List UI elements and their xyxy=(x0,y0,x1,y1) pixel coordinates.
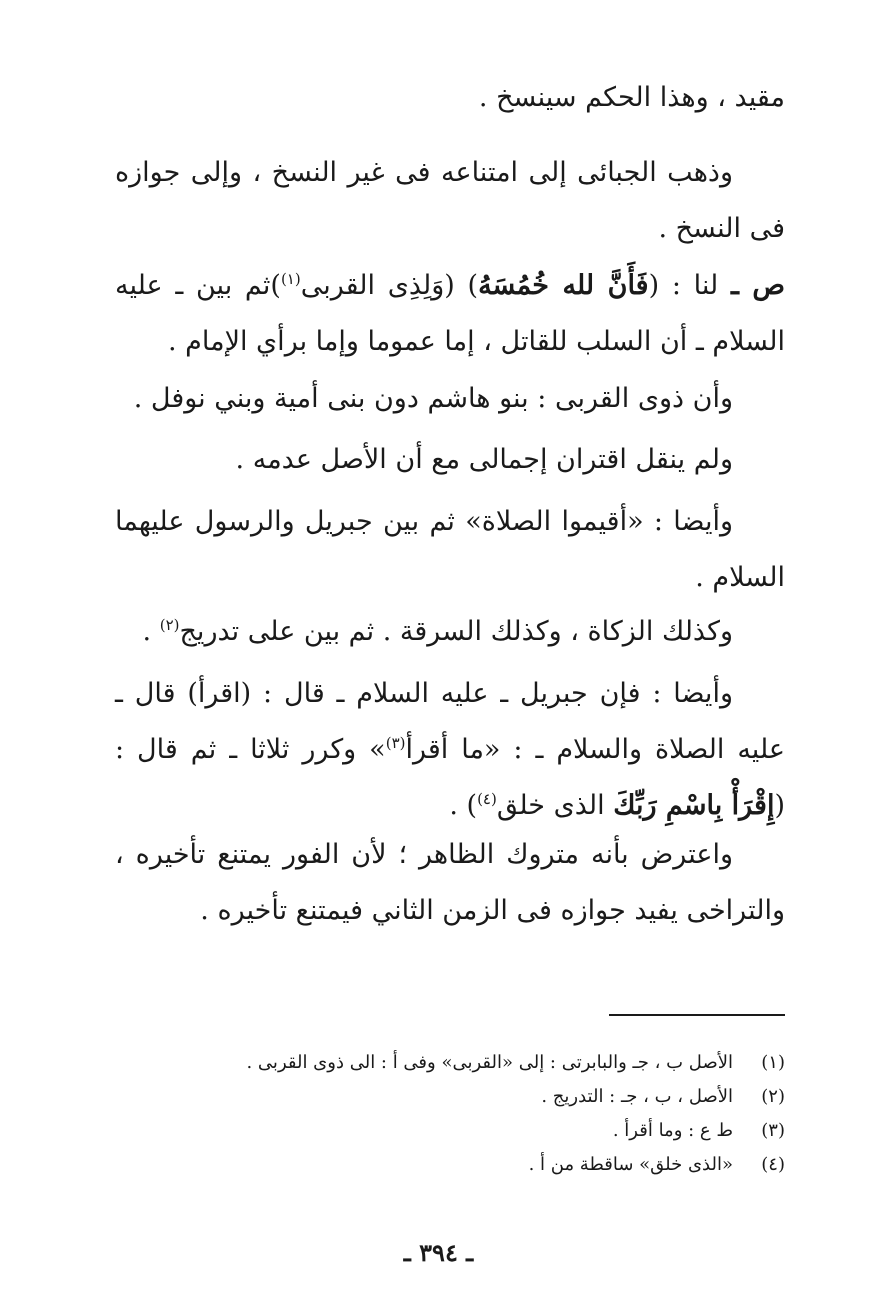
p3-text-c: )ثم بين ـ عليه السلام ـ أن السلب للقاتل ، إما عموما وإما برأي الإمام . xyxy=(115,270,785,357)
footnote-text: الأصل ب ، جـ والبابرتى : إلى «القربى» وفى أ : الى ذوى القربى . xyxy=(246,1052,733,1073)
paragraph-3 xyxy=(115,258,785,370)
sad-marker: ص ـ xyxy=(730,270,786,301)
quran-verse: فَأَنَّ لله خُمُسَهُ xyxy=(478,270,649,301)
footnote-ref-3: (٣) xyxy=(385,734,406,752)
page-number: ـ ٣٩٤ ـ xyxy=(403,1238,474,1267)
p7-text-b: . xyxy=(142,616,160,647)
paragraph-9: واعترض بأنه متروك الظاهر ؛ لأن الفور يمتنع تأخيره ، والتراخى يفيد جوازه فى الزمن الثاني فيمتنع تأخيره . xyxy=(115,839,785,926)
p3-text-b: ) (وَلِذِى القربى xyxy=(300,270,479,301)
paragraph-6: وأيضا : «أقيموا الصلاة» ثم بين جبريل والرسول عليهما السلام . xyxy=(115,506,785,593)
footnote-ref-4: (٤) xyxy=(477,790,497,808)
footnote-ref-2: (٢) xyxy=(159,616,180,634)
paragraph-4: وأن ذوى القربى : بنو هاشم دون بنى أمية وبني نوفل . xyxy=(133,383,733,414)
footnote-1 xyxy=(115,1046,785,1080)
p8-text-d: ) . xyxy=(449,790,478,821)
footnote-3 xyxy=(115,1114,785,1148)
p8-text-b: » وكرر ثلاثا ـ ثم قال : ( xyxy=(115,734,785,821)
footnote-number: (٣) xyxy=(761,1120,785,1141)
paragraph-7 xyxy=(115,604,785,660)
footnote-number: (١) xyxy=(761,1052,785,1073)
paragraph-5: ولم ينقل اقتران إجمالى مع أن الأصل عدمه . xyxy=(235,444,733,475)
footnote-2 xyxy=(115,1080,785,1114)
footnote-ref-1: (١) xyxy=(280,270,301,288)
footnote-text: «الذى خلق» ساقطة من أ . xyxy=(528,1154,733,1175)
p8-text-a: وأيضا : فإن جبريل ـ عليه السلام ـ قال : (اقرأ) قال ـ عليه الصلاة والسلام ـ : «ما أقرأ xyxy=(115,678,785,765)
footnote-text: ط ع : وما أقرأ . xyxy=(612,1120,733,1141)
paragraph-2: وذهب الجبائى إلى امتناعه فى غير النسخ ، وإلى جوازه فى النسخ . xyxy=(115,157,785,244)
footnote-text: الأصل ، ب ، جـ : التدريج . xyxy=(541,1086,733,1107)
quran-verse-iqra: إِقْرَأْ بِاسْمِ رَبِّكَ xyxy=(613,790,775,821)
footnotes xyxy=(115,1046,785,1182)
footnote-separator xyxy=(609,1014,785,1016)
footnote-4 xyxy=(115,1148,785,1182)
paragraph-8 xyxy=(115,666,785,834)
footnote-number: (٤) xyxy=(761,1154,785,1175)
p7-text-a: وكذلك الزكاة ، وكذلك السرقة . ثم بين على تدريج xyxy=(179,616,733,647)
footnote-number: (٢) xyxy=(761,1086,785,1107)
paragraph-1: مقيد ، وهذا الحكم سينسخ . xyxy=(478,82,785,113)
p8-text-c: الذى خلق xyxy=(496,790,614,821)
p3-text-a: لنا : ( xyxy=(648,270,731,301)
